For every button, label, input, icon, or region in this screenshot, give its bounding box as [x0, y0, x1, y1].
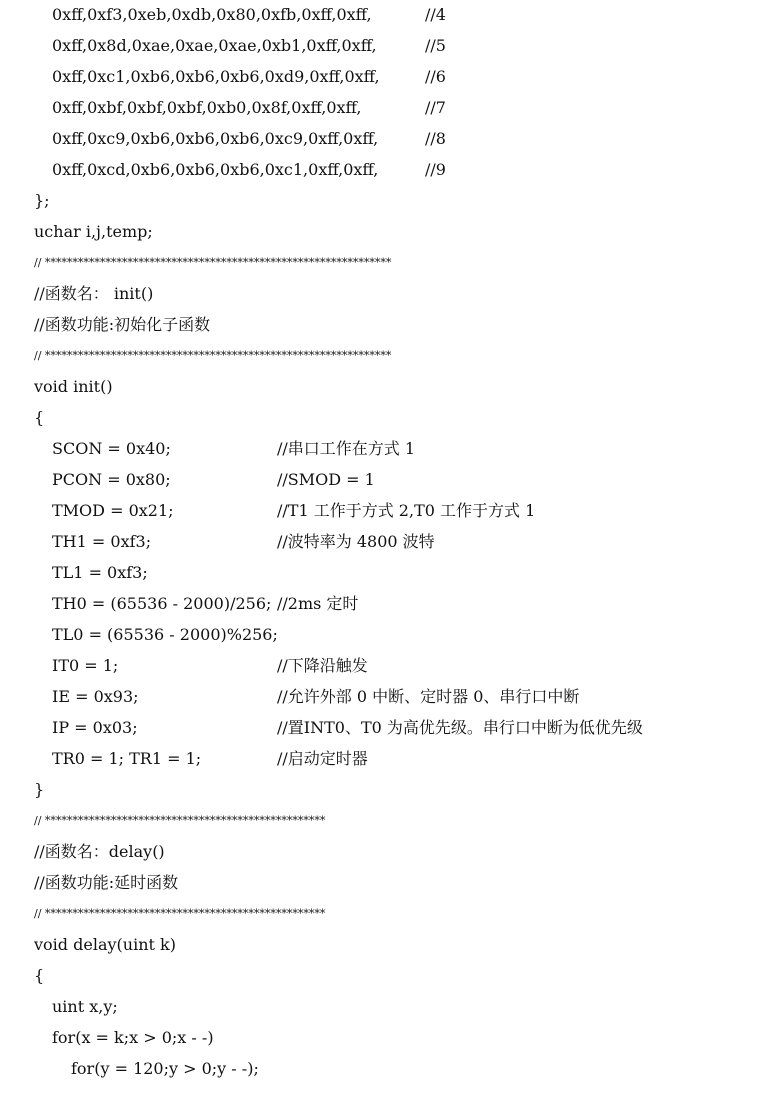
code-text: TMOD = 0x21; [52, 501, 174, 520]
separator-comment: // *************************************************************** [34, 349, 392, 362]
code-comment: //7 [425, 98, 446, 117]
code-text: TL1 = 0xf3; [52, 563, 148, 582]
code-text: uint x,y; [52, 997, 118, 1016]
code-text: } [34, 780, 45, 799]
code-comment: //6 [425, 67, 446, 86]
code-comment: //SMOD = 1 [277, 470, 375, 489]
code-comment: //T1 工作于方式 2,T0 工作于方式 1 [277, 501, 536, 520]
code-text: PCON = 0x80; [52, 470, 171, 489]
separator-comment: // *************************************************** [34, 814, 326, 827]
code-text: uchar i,j,temp; [34, 222, 153, 241]
code-text: 0xff,0xc1,0xb6,0xb6,0xb6,0xd9,0xff,0xff, [52, 67, 380, 86]
code-text: 0xff,0x8d,0xae,0xae,0xae,0xb1,0xff,0xff, [52, 36, 377, 55]
separator-comment: // *************************************************** [34, 907, 326, 920]
code-text: TR0 = 1; TR1 = 1; [52, 749, 202, 768]
code-text: void init() [34, 377, 113, 396]
code-text: //函数功能:延时函数 [34, 873, 179, 892]
code-comment: //8 [425, 129, 446, 148]
code-text: TL0 = (65536 - 2000)%256; [52, 625, 278, 644]
code-comment: //串口工作在方式 1 [277, 439, 416, 458]
code-comment: //允许外部 0 中断、定时器 0、串行口中断 [277, 687, 580, 706]
code-text: 0xff,0xc9,0xb6,0xb6,0xb6,0xc9,0xff,0xff, [52, 129, 379, 148]
code-comment: //9 [425, 160, 446, 179]
code-text: IT0 = 1; [52, 656, 119, 675]
code-text: for(x = k;x > 0;x - -) [52, 1028, 214, 1047]
code-text: SCON = 0x40; [52, 439, 171, 458]
code-text: 0xff,0xbf,0xbf,0xbf,0xb0,0x8f,0xff,0xff, [52, 98, 362, 117]
code-comment: //波特率为 4800 波特 [277, 532, 435, 551]
code-text: //函数名： init() [34, 284, 154, 303]
code-text: IP = 0x03; [52, 718, 138, 737]
code-text: //函数功能:初始化子函数 [34, 315, 211, 334]
code-comment: //4 [425, 5, 446, 24]
code-text: TH0 = (65536 - 2000)/256; [52, 594, 272, 613]
code-comment: //置INT0、T0 为高优先级。串行口中断为低优先级 [277, 718, 643, 737]
code-text: 0xff,0xcd,0xb6,0xb6,0xb6,0xc1,0xff,0xff, [52, 160, 379, 179]
code-comment: //5 [425, 36, 446, 55]
code-text: IE = 0x93; [52, 687, 139, 706]
code-text: 0xff,0xf3,0xeb,0xdb,0x80,0xfb,0xff,0xff, [52, 5, 372, 24]
code-comment: //启动定时器 [277, 749, 368, 768]
code-text: }; [34, 191, 50, 210]
code-text: { [34, 966, 45, 985]
code-text: TH1 = 0xf3; [52, 532, 152, 551]
code-comment: //2ms 定时 [277, 594, 359, 613]
code-comment: //下降沿触发 [277, 656, 368, 675]
code-text: //函数名：delay() [34, 842, 165, 861]
separator-comment: // *************************************************************** [34, 256, 392, 269]
code-text: for(y = 120;y > 0;y - -); [71, 1059, 259, 1078]
code-text: void delay(uint k) [34, 935, 176, 954]
code-text: { [34, 408, 45, 427]
